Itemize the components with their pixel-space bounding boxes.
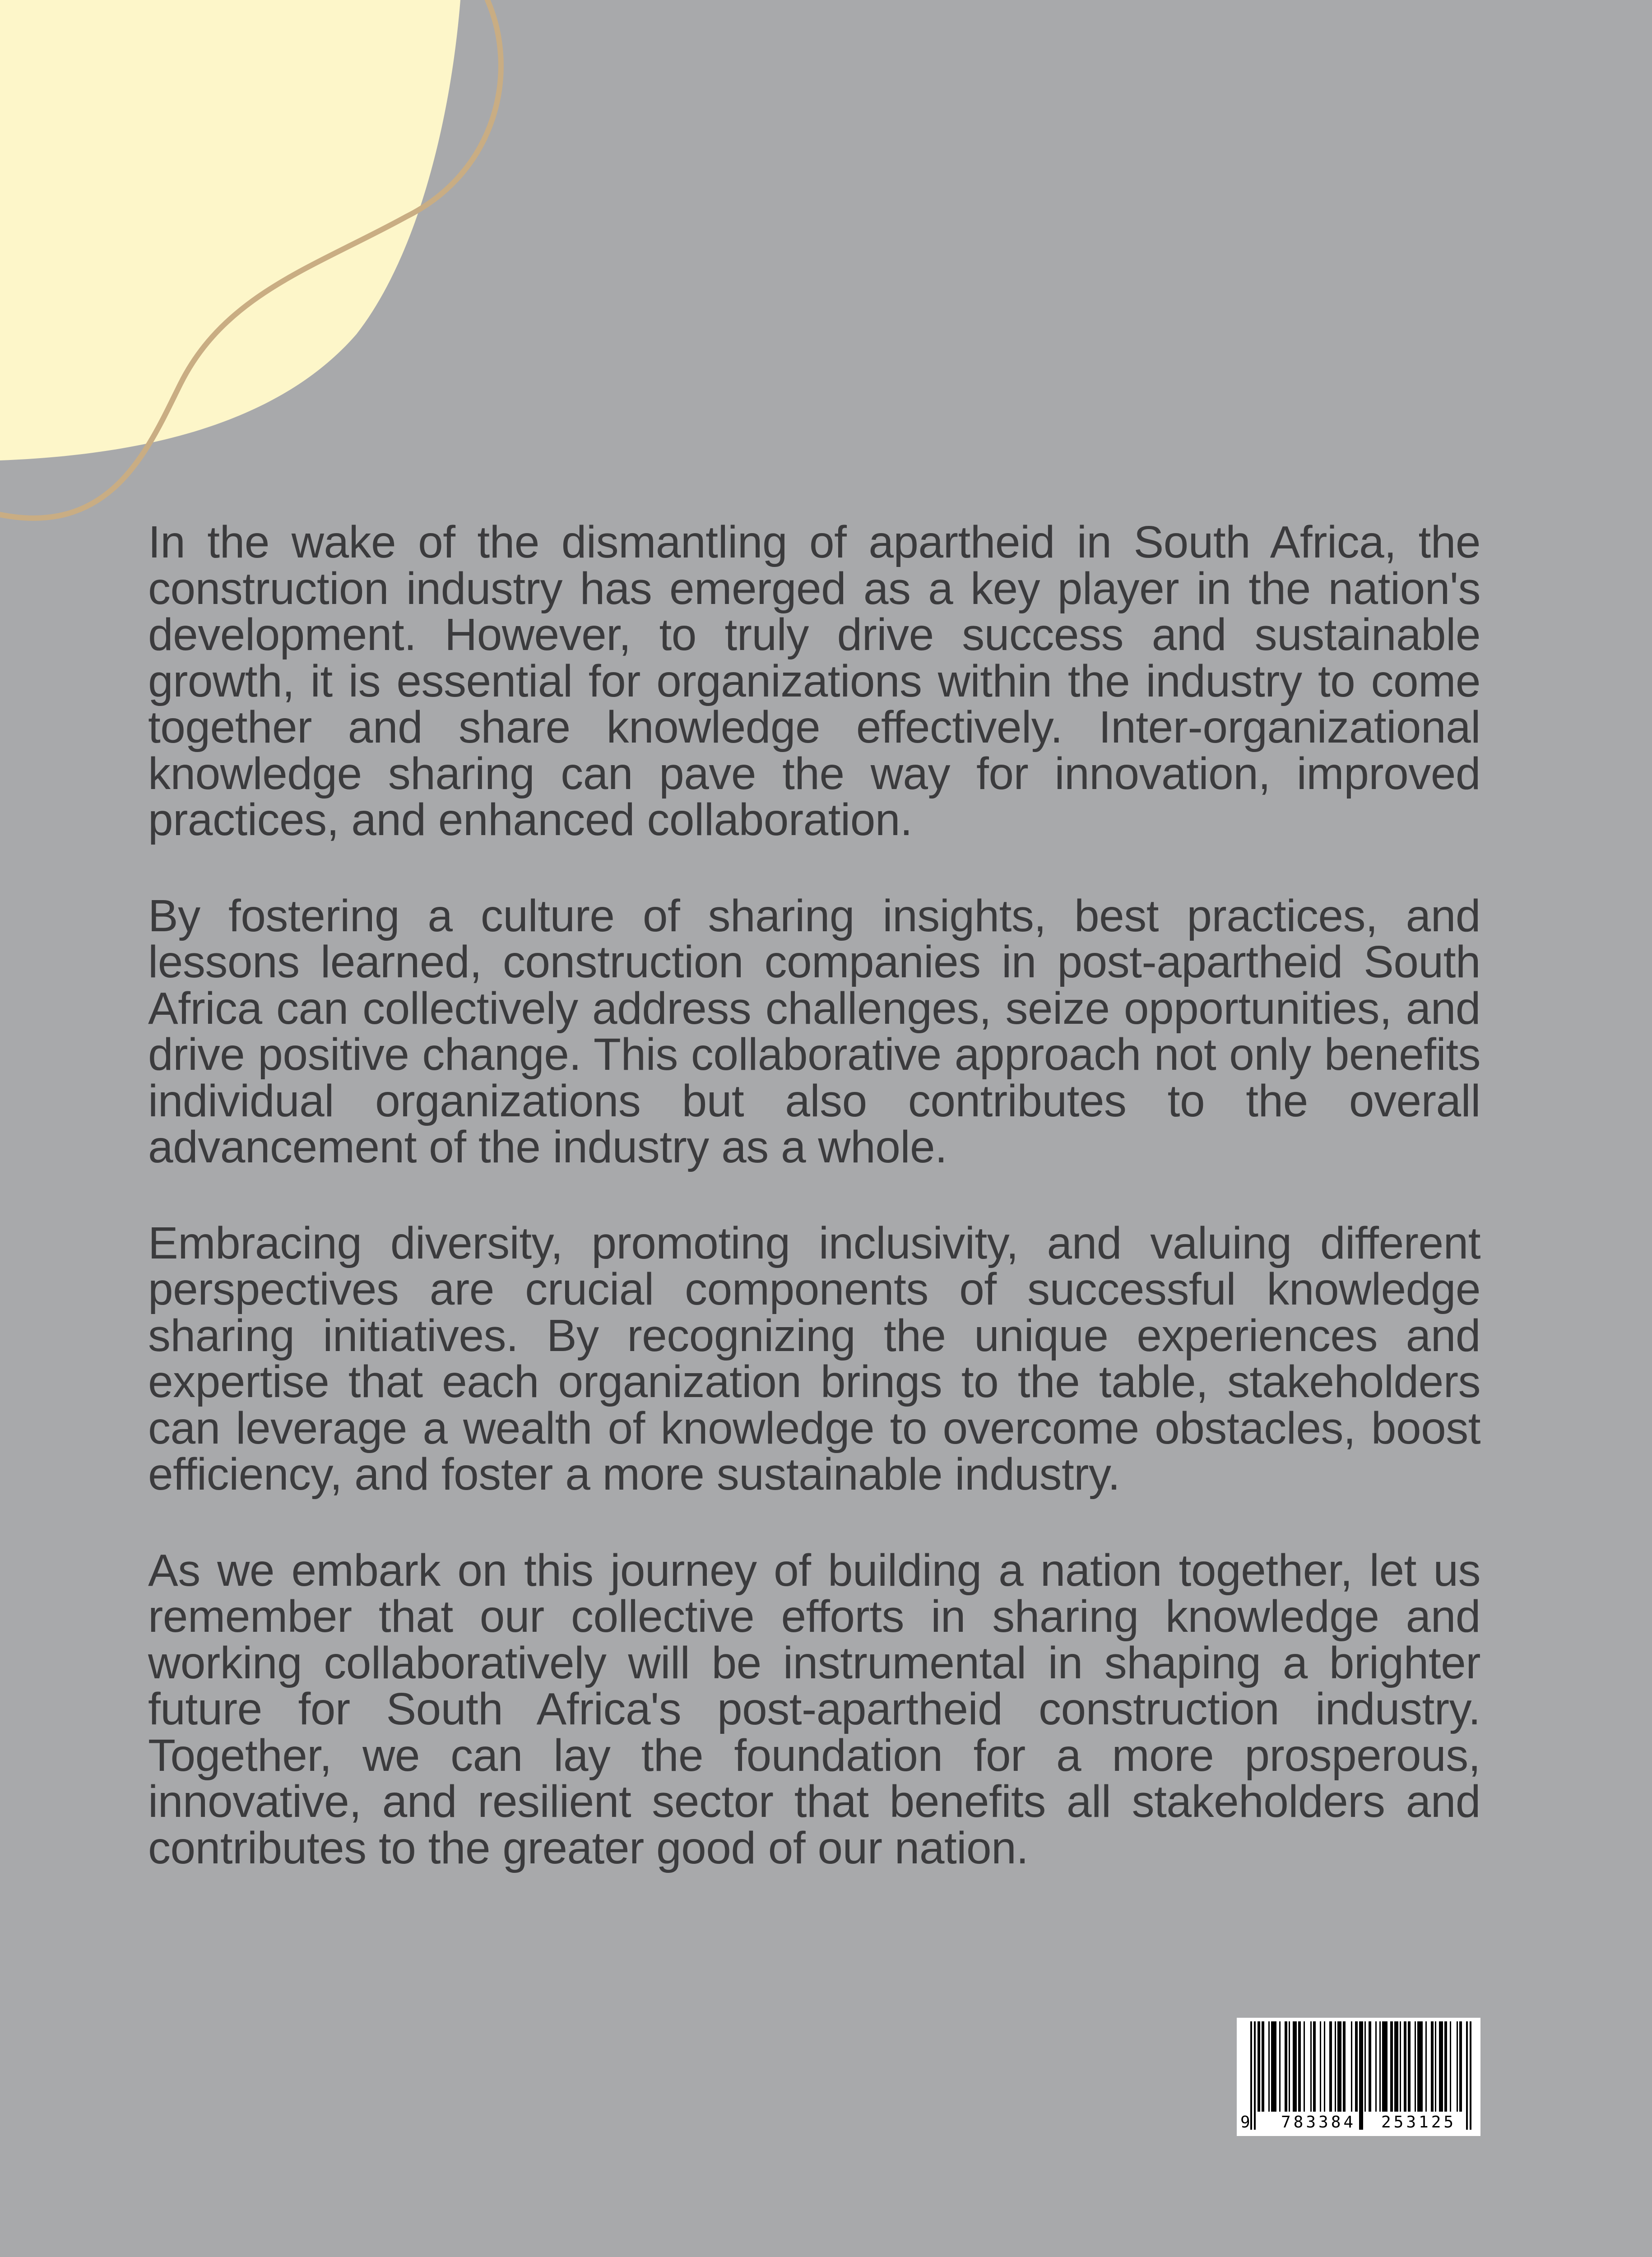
paragraph-4: As we embark on this journey of building a nation together, let us remember that our collective efforts in sharing knowledge and working collaboratively will be instrumental in shaping a brighter future for South Africa's post-apartheid construction industry. Together, we can lay the foundation for a more prosperous, innovative, and resilient sector that benefits all stakeholders and contributes to the greater good of our nation. [148,1545,1480,1873]
barcode-guard-bar [1466,2021,1468,2130]
barcode-bar [1279,2021,1281,2112]
barcode-bar [1439,2021,1443,2112]
barcode-bar [1337,2021,1341,2112]
barcode-bar [1450,2021,1451,2112]
barcode-bar [1343,2021,1346,2112]
barcode-bar [1310,2021,1312,2112]
barcode-bar [1404,2021,1406,2112]
barcode-bar [1293,2021,1297,2112]
barcode-bar [1431,2021,1434,2112]
back-cover-text [148,519,1480,1871]
barcode-bar [1415,2021,1416,2112]
barcode-bar [1268,2021,1270,2112]
barcode-bar [1335,2021,1336,2112]
barcode-bar [1417,2021,1423,2112]
barcode-bar [1351,2021,1352,2112]
barcode-bar [1324,2021,1325,2112]
barcode-bar [1425,2021,1427,2112]
barcode-right-digits: 253125 [1381,2113,1457,2132]
paragraph-1: In the wake of the dismantling of apartheid in South Africa, the construction industry has emerged as a key player in the nation's development. However, to truly drive success and sustainable growth, it is essential for organizations within the industry to come together and share knowledge effectively. Inter-organizational knowledge sharing can pave the way for innovation, improved practices, and enhanced collaboration. [148,517,1480,845]
barcode-bar [1262,2021,1264,2112]
paragraph-2: By fostering a culture of sharing insights, best practices, and lessons learned, construction companies in post-apartheid South Africa can collectively address challenges, seize opportunities, and drive positive change. This collaborative approach not only benefits individual organizations but also contributes to the overall advancement of the industry as a whole. [148,890,1480,1172]
barcode-bar [1400,2021,1401,2112]
cream-blob-shape [0,0,460,460]
barcode-guard-bar [1254,2021,1256,2130]
barcode-bar [1329,2021,1332,2112]
barcode-bar [1435,2021,1436,2112]
barcode-bar [1285,2021,1287,2112]
barcode-bar [1364,2021,1366,2112]
barcode-left-digits: 783384 [1281,2113,1356,2132]
barcode-bar [1379,2021,1381,2112]
barcode-lead-digit: 9 [1240,2113,1250,2132]
barcode-guard-bar [1359,2021,1363,2130]
barcode-bar [1313,2021,1316,2112]
paragraph-3: Embracing diversity, promoting inclusivity, and valuing different perspectives are crucial components of successful knowledge sharing initiatives. By recognizing the unique experiences and expertise that each organization brings to the table, stakeholders can leverage a wealth of knowledge to overcome obstacles, boost efficiency, and foster a more sustainable industry. [148,1217,1480,1500]
barcode-bar [1304,2021,1305,2112]
barcode-bar [1459,2021,1462,2112]
barcode-bar [1271,2021,1276,2112]
barcode-bar [1408,2021,1411,2112]
barcode-bar [1390,2021,1393,2112]
barcode-guard-bar [1470,2021,1471,2130]
barcode-bar [1375,2021,1377,2112]
barcode-bar [1457,2021,1458,2112]
barcode-guard-bar [1250,2021,1252,2130]
barcode-bar [1394,2021,1398,2112]
barcode-bar [1369,2021,1371,2112]
barcode-bar [1298,2021,1301,2112]
barcode-bar [1258,2021,1260,2112]
barcode-bar [1355,2021,1358,2112]
barcode-bar [1289,2021,1290,2112]
barcode-bar [1382,2021,1387,2112]
barcode-bar [1320,2021,1321,2112]
barcode-bar [1444,2021,1447,2112]
isbn-barcode [1237,2018,1480,2136]
